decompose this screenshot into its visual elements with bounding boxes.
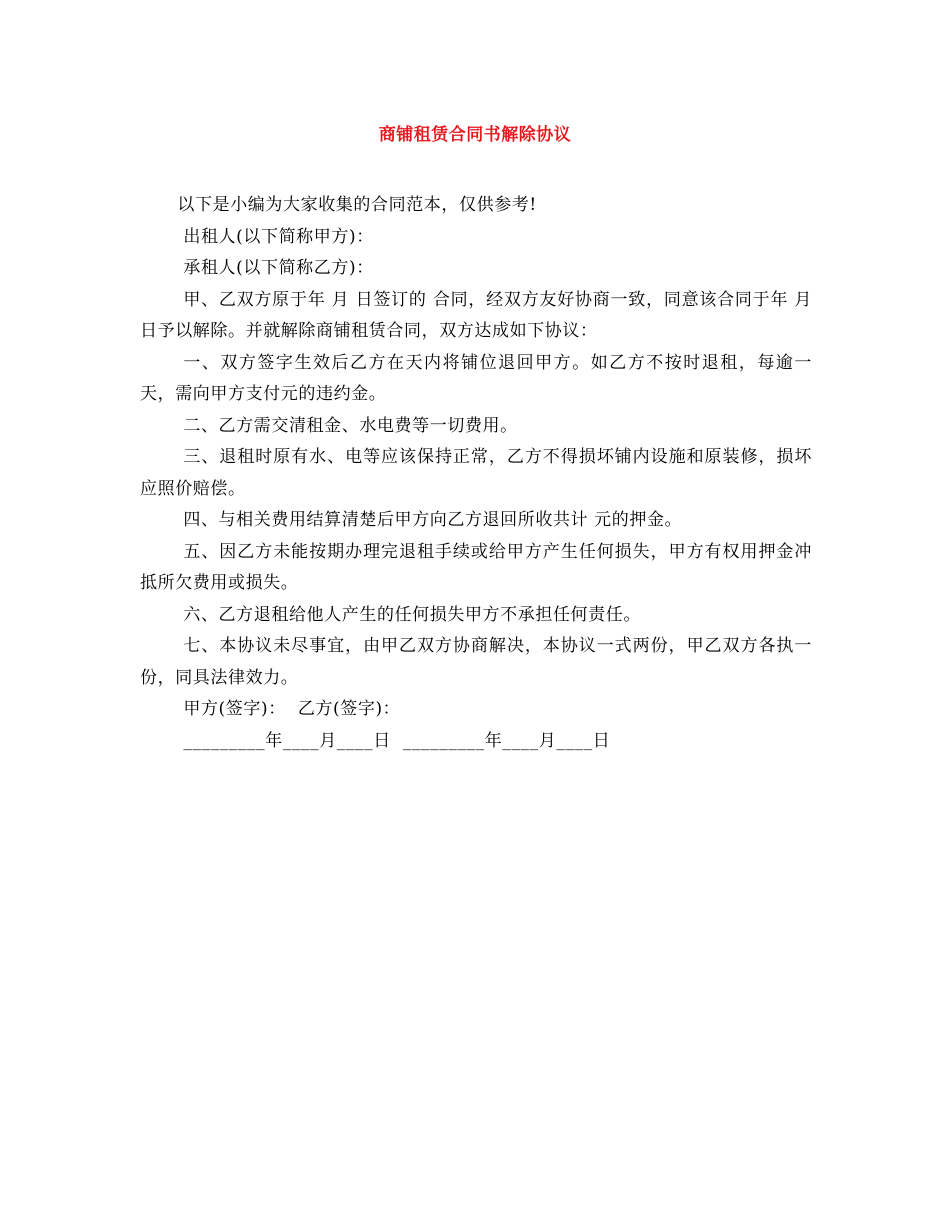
preamble-paragraph: 甲、乙双方原于年 月 日签订的 合同，经双方友好协商一致，同意该合同于年 月 日予以解除。并就解除商铺租赁合同，双方达成如下协议： [140, 289, 812, 341]
clause-4: 四、与相关费用结算清楚后甲方向乙方退回所收共计 元的押金。 [183, 510, 683, 530]
clause-5: 五、因乙方未能按期办理完退租手续或给甲方产生任何损失，甲方有权用押金冲抵所欠费用或损失。 [140, 541, 812, 593]
clause-7: 七、本协议未尽事宜，由甲乙双方协商解决，本协议一式两份，甲乙双方各执一份，同具法律效力。 [140, 636, 812, 688]
clause-6: 六、乙方退租给他人产生的任何损失甲方不承担任何责任。 [183, 604, 641, 625]
lessor-line: 出租人(以下简称甲方)： [183, 226, 374, 247]
lessee-line: 承租人(以下简称乙方)： [183, 258, 374, 278]
document-title: 商铺租赁合同书解除协议 [378, 125, 572, 145]
intro-paragraph: 以下是小编为大家收集的合同范本，仅供参考! [177, 195, 537, 215]
clause-3: 三、退租时原有水、电等应该保持正常，乙方不得损坏铺内设施和原装修，损坏应照价赔偿。 [140, 447, 812, 499]
signature-line: 甲方(签字)： 乙方(签字)： [183, 699, 401, 719]
clause-1: 一、双方签字生效后乙方在天内将铺位退回甲方。如乙方不按时退租，每逾一天，需向甲方支付元的违约金。 [140, 352, 812, 404]
clause-2: 二、乙方需交清租金、水电费等一切费用。 [183, 415, 518, 436]
document-body [140, 190, 812, 757]
date-line: _________年____月____日 _________年____月____日 [183, 730, 611, 751]
